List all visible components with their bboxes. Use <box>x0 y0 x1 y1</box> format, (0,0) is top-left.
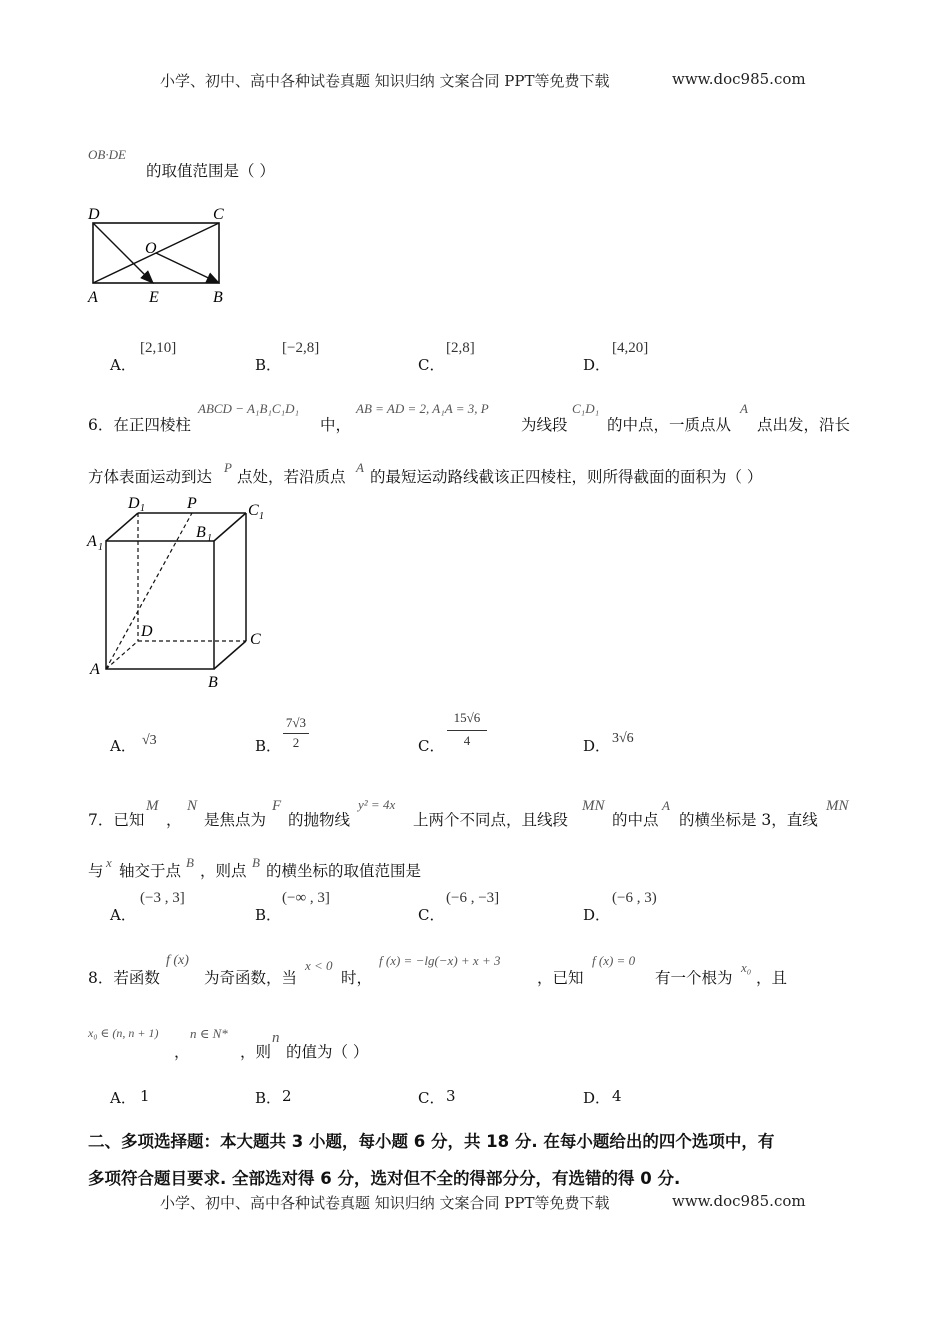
q6-option-b-den: 2 <box>292 735 300 750</box>
q7-t4: 上两个不同点，且线段 <box>413 811 569 829</box>
q8-m5: x₀ <box>741 960 752 975</box>
label-e: E <box>149 289 159 306</box>
q7-line2-c: ，则点 <box>200 862 247 880</box>
q6-t4: 点出发，沿长 <box>757 416 851 434</box>
q6-option-a-label[interactable]: A． <box>110 737 136 755</box>
q6-option-c-den: 4 <box>463 733 471 748</box>
q6-m1: ABCD − A₁B₁C₁D₁ <box>198 401 299 416</box>
q7-t6: 的横坐标是 3，直线 <box>679 811 818 829</box>
q7-t5: 的中点 <box>612 811 659 829</box>
label-a1-sub: 1 <box>98 542 103 553</box>
q8-t4: 有一个根为 <box>655 969 733 987</box>
vector-de <box>93 223 153 283</box>
label-o: O <box>145 240 157 257</box>
q7-option-a-label[interactable]: A． <box>110 906 136 924</box>
header-url[interactable]: www.doc985.com <box>672 70 806 88</box>
footer-text: 小学、初中、高中各种试卷真题 知识归纳 文案合同 PPT等免费下载 <box>160 1194 610 1212</box>
q8-t7: ，则 <box>240 1043 272 1061</box>
q6-m5: P <box>224 460 232 475</box>
q8-option-c-value: 3 <box>446 1087 456 1105</box>
q6-option-a-value: √3 <box>142 733 157 748</box>
q7-option-a-value: (−3 , 3] <box>140 890 185 906</box>
q6-option-b-num: 7√3 <box>285 715 307 730</box>
q7-m10: B <box>252 855 260 870</box>
label-d: D <box>88 206 100 223</box>
label-b: B <box>213 289 223 306</box>
q6-line2-c: 的最短运动路线截该正四棱柱，则所得截面的面积为（ ） <box>370 468 763 486</box>
label-p: P <box>187 495 197 512</box>
q7-m8: x <box>106 855 112 870</box>
vector-ob <box>156 253 219 283</box>
q7-line2-b: 轴交于点 <box>119 862 182 880</box>
q7-m5: MN <box>582 798 605 814</box>
q8-t6: ， <box>174 1043 190 1061</box>
q6-option-c-label[interactable]: C． <box>418 737 445 755</box>
q7-option-d-label[interactable]: D． <box>583 906 611 924</box>
q5-option-a-label[interactable]: A． <box>110 356 136 374</box>
q8-m4: f (x) = 0 <box>592 953 636 968</box>
q5-option-c-label[interactable]: C． <box>418 356 445 374</box>
q8-option-b-value: 2 <box>282 1087 292 1105</box>
q8-option-b-label[interactable]: B． <box>255 1089 282 1107</box>
q7-option-c-label[interactable]: C． <box>418 906 445 924</box>
q8-option-c-label[interactable]: C． <box>418 1089 445 1107</box>
label-b-bottom: B <box>208 674 218 691</box>
header-text: 小学、初中、高中各种试卷真题 知识归纳 文案合同 PPT等免费下载 <box>160 72 610 90</box>
footer-url[interactable]: www.doc985.com <box>672 1192 806 1210</box>
q7-option-c-value: (−6 , −3] <box>446 890 500 906</box>
edge-a1d1 <box>106 513 138 541</box>
edge-b1c1 <box>214 513 246 541</box>
q5-option-d-label[interactable]: D． <box>583 356 611 374</box>
q5-option-c-value: [2,8] <box>446 340 475 356</box>
label-c1-sub: 1 <box>259 511 264 522</box>
q5-option-b-label[interactable]: B． <box>255 356 282 374</box>
q6-m6: A <box>356 460 364 475</box>
q7-num: 7．已知 <box>88 811 145 829</box>
q8-option-d-label[interactable]: D． <box>583 1089 611 1107</box>
q8-option-d-value: 4 <box>612 1087 622 1105</box>
q6-line2-a: 方体表面运动到达 <box>88 468 213 486</box>
q6-t2: 为线段 <box>521 416 568 434</box>
label-a1: A <box>87 533 97 550</box>
q5-stem: 的取值范围是（ ） <box>146 162 275 180</box>
section2-heading-line1: 二、多项选择题：本大题共 3 小题，每小题 6 分，共 18 分. 在每小题给出的四个选项中，有 <box>88 1132 775 1151</box>
q7-m6: A <box>662 798 670 813</box>
label-d1-sub: 1 <box>140 503 145 514</box>
q8-t5: ，且 <box>756 969 788 987</box>
q8-option-a-value: 1 <box>140 1087 150 1105</box>
label-c1: C <box>248 502 259 519</box>
q8-m1: f (x) <box>166 953 189 968</box>
label-a: A <box>88 289 98 306</box>
q7-m9: B <box>186 855 194 870</box>
q6-t3: 的中点，一质点从 <box>607 416 732 434</box>
q7-option-d-value: (−6 , 3) <box>612 890 657 906</box>
q7-m3: F <box>272 798 282 814</box>
q5-option-d-value: [4,20] <box>612 340 649 356</box>
label-a-bottom: A <box>90 661 100 678</box>
q8-m8: n <box>272 1030 280 1046</box>
q7-t2: 是焦点为 <box>204 811 267 829</box>
q6-line2-b: 点处，若沿质点 <box>237 468 346 486</box>
q8-option-a-label[interactable]: A． <box>110 1089 136 1107</box>
q8-t1: 为奇函数，当 <box>204 969 298 987</box>
label-d1: D <box>128 495 140 512</box>
q6-t1: 中， <box>320 416 352 434</box>
q7-m7: MN <box>826 798 849 814</box>
path-ap <box>106 513 192 669</box>
q7-option-b-value: (−∞ , 3] <box>282 890 330 906</box>
q7-t3: 的抛物线 <box>288 811 351 829</box>
q6-num: 6．在正四棱柱 <box>88 416 191 434</box>
q5-option-a-value: [2,10] <box>140 340 177 356</box>
q5-expr: OB·DE <box>88 147 126 162</box>
q6-m2: AB = AD = 2, A₁A = 3, P <box>356 401 489 416</box>
q6-option-d-label[interactable]: D． <box>583 737 611 755</box>
front-face <box>106 541 214 669</box>
q8-m3: f (x) = −lg(−x) + x + 3 <box>379 953 501 968</box>
q7-m2: N <box>187 798 198 814</box>
label-b1: B <box>196 524 206 541</box>
edge-ad <box>106 641 138 669</box>
q7-line2-a: 与 <box>88 862 104 880</box>
q6-option-c-fraction-bar <box>447 730 487 731</box>
q6-prism-figure <box>84 492 284 692</box>
q8-t3: ，已知 <box>537 969 584 987</box>
q7-t1: ， <box>166 811 182 829</box>
q6-option-d-value: 3√6 <box>612 731 634 746</box>
q5-rectangle-figure <box>82 200 242 310</box>
q8-t8: 的值为（ ） <box>286 1043 369 1061</box>
q6-option-c-num: 15√6 <box>453 710 481 725</box>
q5-option-b-value: [−2,8] <box>282 340 320 356</box>
q8-m7: n ∈ N* <box>190 1026 228 1041</box>
q6-m3: C₁D₁ <box>572 401 600 416</box>
q8-num: 8．若函数 <box>88 969 160 987</box>
label-c: C <box>213 206 224 223</box>
label-d-bottom: D <box>141 623 153 640</box>
section2-heading-line2: 多项符合题目要求. 全部选对得 6 分，选对但不全的得部分分，有选错的得 0 分. <box>88 1169 681 1188</box>
q7-m1: M <box>146 798 159 814</box>
q8-m6: x₀ ∈ (n, n + 1) <box>88 1026 159 1040</box>
q8-m2: x < 0 <box>305 958 333 973</box>
q8-t2: 时， <box>341 969 373 987</box>
edge-bc <box>214 641 246 669</box>
q6-option-b-label[interactable]: B． <box>255 737 282 755</box>
q7-line2-d: 的横坐标的取值范围是 <box>266 862 422 880</box>
q7-option-b-label[interactable]: B． <box>255 906 282 924</box>
label-b1-sub: 1 <box>207 533 212 544</box>
q6-option-b-fraction-bar <box>283 733 309 734</box>
q7-m4: y² = 4x <box>358 797 396 812</box>
q6-m4: A <box>740 401 748 416</box>
label-c-bottom: C <box>250 631 261 648</box>
